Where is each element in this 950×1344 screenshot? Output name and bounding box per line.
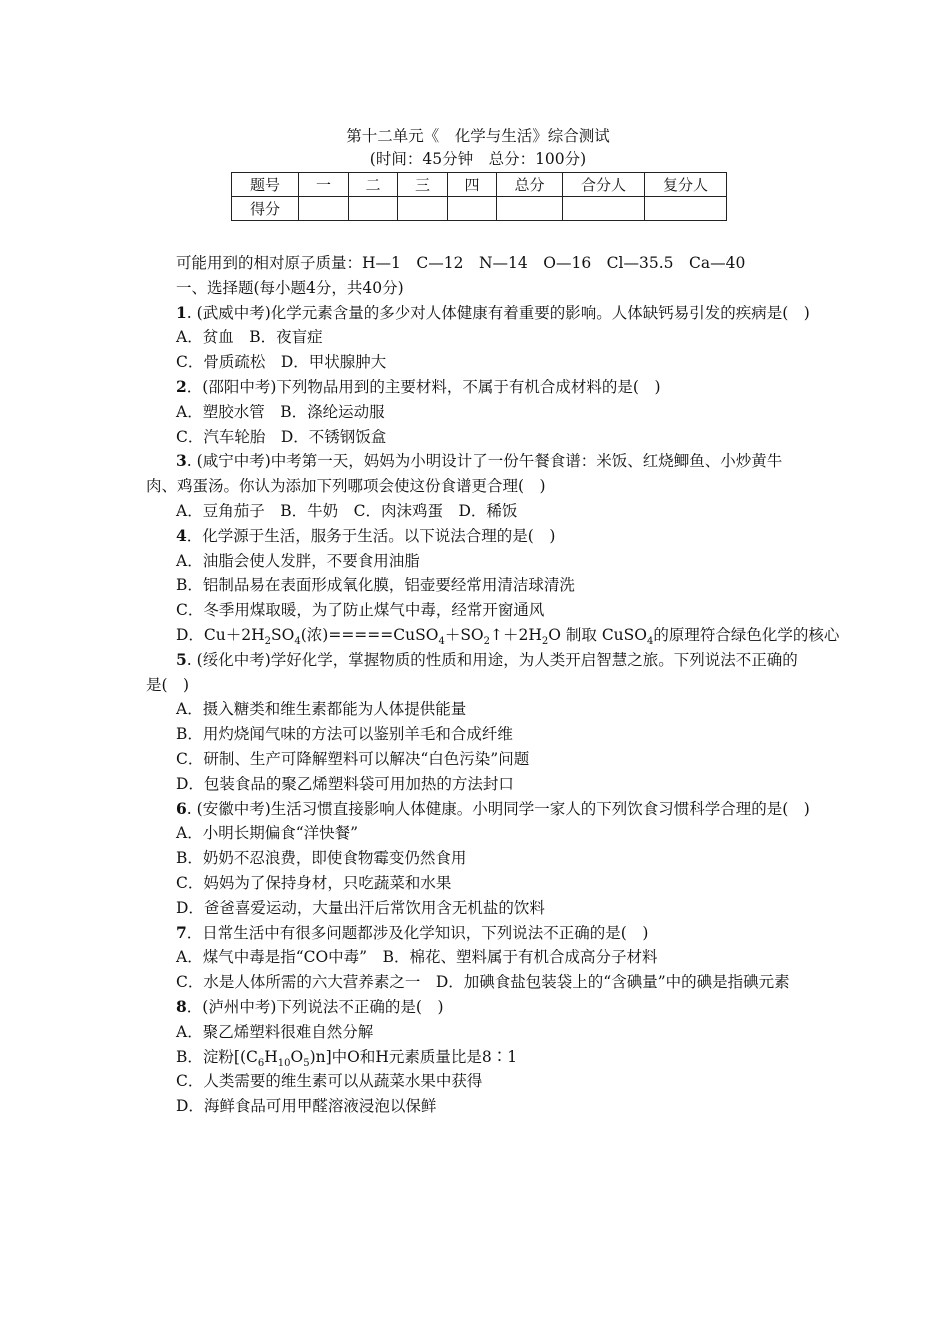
question-5-option-c: C．研制、生产可降解塑料可以解决“白色污染”问题	[176, 749, 530, 768]
question-5-option-a: A．摄入糖类和维生素都能为人体提供能量	[176, 700, 467, 719]
question-4-option-b: B．铝制品易在表面形成氧化膜，铝壶要经常用清洁球清洗	[176, 576, 575, 595]
formula-text: H	[264, 1047, 278, 1066]
score-cell	[645, 197, 727, 221]
score-cell	[398, 197, 448, 221]
question-8	[146, 995, 810, 1020]
question-number: 5	[176, 649, 187, 669]
formula-subscript: 2	[264, 636, 272, 648]
formula-text: O	[290, 1047, 304, 1066]
question-stem: ．(邵阳中考)下列物品用到的主要材料，不属于有机合成材料的是( )	[186, 377, 661, 396]
question-3	[146, 449, 810, 499]
score-table-score-row	[232, 197, 727, 221]
page-subtitle: (时间：45分钟 总分：100分)	[369, 150, 587, 168]
question-number: 4	[176, 525, 187, 545]
question-stem: ．(泸州中考)下列说法不正确的是( )	[186, 997, 444, 1016]
formula-text: 的原理符合绿色化学的核心	[653, 625, 840, 644]
question-stem: ．化学源于生活，服务于生活。以下说法合理的是( )	[186, 526, 556, 545]
header-cell: 一	[299, 173, 349, 197]
question-5	[146, 648, 810, 698]
question-1-options-1: A．贫血 B．夜盲症	[176, 328, 323, 347]
question-number: 3	[176, 451, 187, 471]
question-number: 1	[176, 302, 187, 322]
question-number: 8	[176, 996, 187, 1016]
formula-subscript: 4	[647, 636, 654, 648]
question-number: 2	[176, 376, 187, 396]
question-7	[146, 921, 810, 946]
header-cell: 合分人	[563, 173, 645, 197]
score-cell	[563, 197, 645, 221]
section-heading: 一、选择题(每小题4分，共40分)	[176, 278, 404, 297]
question-5-option-d: D．包装食品的聚乙烯塑料袋可用加热的方法封口	[176, 774, 514, 793]
question-stem: . (武威中考)化学元素含量的多少对人体健康有着重要的影响。人体缺钙易引发的疾病是( )	[186, 303, 810, 322]
question-stem: ．日常生活中有很多问题都涉及化学知识，下列说法不正确的是( )	[186, 923, 649, 942]
score-cell	[448, 197, 497, 221]
header-cell: 复分人	[645, 173, 727, 197]
header-cell: 四	[448, 173, 497, 197]
formula-text: O 制取 CuSO	[548, 625, 647, 644]
formula-subscript: 5	[303, 1057, 310, 1069]
formula-text: ↑＋2H	[490, 625, 542, 644]
question-4-option-a: A．油脂会使人发胖，不要食用油脂	[176, 551, 420, 570]
question-6-option-b: B．奶奶不忍浪费，即使食物霉变仍然食用	[176, 849, 467, 868]
formula-text: )n]中O和H元素质量比是8∶1	[309, 1047, 518, 1066]
header-cell: 总分	[497, 173, 563, 197]
question-stem: . (绥化中考)学好化学，掌握物质的性质和用途，为人类开启智慧之旅。下列说法不正确的是( )	[146, 650, 798, 694]
question-7-options-2: C．水是人体所需的六大营养素之一 D．加碘食盐包装袋上的“含碘量”中的碘是指碘元素	[176, 973, 790, 992]
question-8-option-c: C．人类需要的维生素可以从蔬菜水果中获得	[176, 1072, 483, 1091]
header-cell: 三	[398, 173, 448, 197]
question-stem: . (咸宁中考)中考第一天，妈妈为小明设计了一份午餐食谱：米饭、红烧鲫鱼、小炒黄牛肉、鸡蛋汤。你认为添加下列哪项会使这份食谱更合理( )	[146, 452, 783, 496]
formula-text: (浓)=====CuSO	[300, 625, 439, 644]
formula-subscript: 4	[438, 636, 445, 648]
atomic-mass-note: 可能用到的相对原子质量：H—1 C—12 N—14 O—16 Cl—35.5 Ca—40	[176, 254, 746, 272]
question-stem: . (安徽中考)生活习惯直接影响人体健康。小明同学一家人的下列饮食习惯科学合理的是( )	[186, 799, 810, 818]
formula-subscript: 10	[277, 1057, 291, 1069]
formula-subscript: 6	[257, 1057, 265, 1069]
formula-subscript: 4	[294, 636, 301, 648]
header-cell: 题号	[232, 173, 299, 197]
spacer	[146, 221, 810, 251]
question-1	[146, 301, 810, 326]
formula-subscript: 2	[483, 636, 491, 648]
row-label-cell: 得分	[232, 197, 299, 221]
question-8-option-a: A．聚乙烯塑料很难自然分解	[176, 1022, 374, 1041]
question-8-option-b	[146, 1045, 810, 1070]
question-7-options-1: A．煤气中毒是指“CO中毒” B．棉花、塑料属于有机合成高分子材料	[176, 948, 658, 967]
score-table	[231, 172, 727, 221]
question-6	[146, 797, 810, 822]
question-1-options-2: C．骨质疏松 D．甲状腺肿大	[176, 353, 387, 372]
score-cell	[349, 197, 398, 221]
question-6-option-d: D．爸爸喜爱运动，大量出汗后常饮用含无机盐的饮料	[176, 898, 545, 917]
question-3-options: A．豆角茄子 B．牛奶 C．肉沫鸡蛋 D．稀饭	[176, 501, 518, 520]
question-6-option-c: C．妈妈为了保持身材，只吃蔬菜和水果	[176, 873, 452, 892]
question-number: 7	[176, 922, 187, 942]
question-4-option-c: C．冬季用煤取暖，为了防止煤气中毒，经常开窗通风	[176, 601, 545, 620]
question-8-option-d: D．海鲜食品可用甲醛溶液浸泡以保鲜	[176, 1097, 437, 1116]
question-2	[146, 375, 810, 400]
page-title: 第十二单元《 化学与生活》综合测试	[346, 127, 610, 145]
formula-text: SO	[271, 625, 295, 644]
score-cell	[299, 197, 349, 221]
question-2-options-2: C．汽车轮胎 D．不锈钢饭盒	[176, 427, 387, 446]
question-6-option-a: A．小明长期偏食“洋快餐”	[176, 824, 359, 843]
question-4-option-d	[146, 623, 840, 648]
formula-text: B．淀粉[(C	[176, 1047, 258, 1066]
formula-subscript: 2	[541, 636, 549, 648]
formula-text: D．Cu＋2H	[176, 625, 265, 644]
score-cell	[497, 197, 563, 221]
exam-page	[146, 124, 840, 1119]
question-4	[146, 524, 810, 549]
header-cell: 二	[349, 173, 398, 197]
formula-text: ＋SO	[444, 625, 484, 644]
score-table-header-row	[232, 173, 727, 197]
question-number: 6	[176, 798, 187, 818]
question-2-options-1: A．塑胶水管 B．涤纶运动服	[176, 402, 385, 421]
question-5-option-b: B．用灼烧闻气味的方法可以鉴别羊毛和合成纤维	[176, 725, 513, 744]
